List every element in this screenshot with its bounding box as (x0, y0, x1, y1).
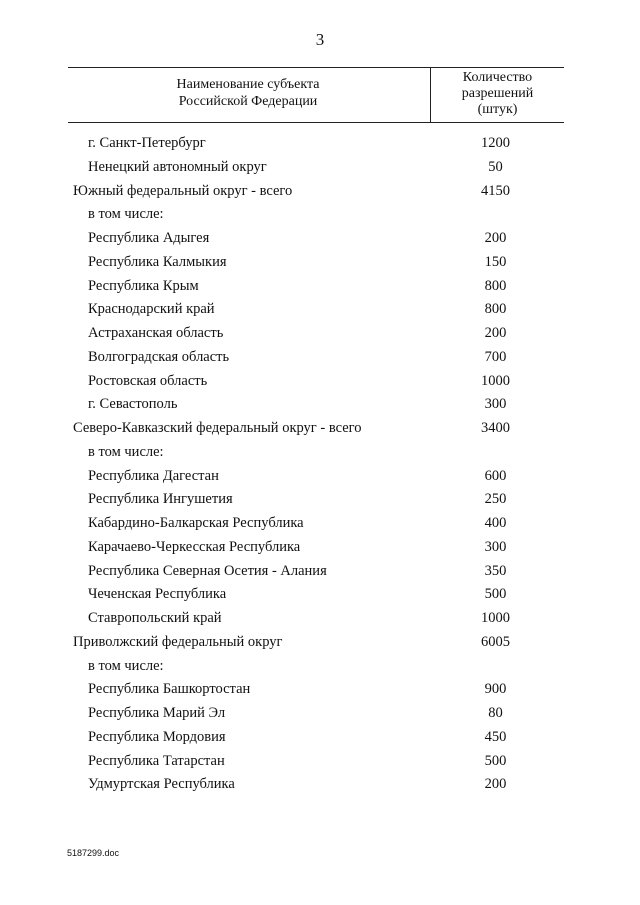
table-row (68, 133, 564, 157)
table-row (68, 561, 564, 585)
permit-count: 200 (484, 776, 507, 793)
table-body (68, 133, 564, 798)
region-name: Краснодарский край (88, 301, 215, 318)
permit-count: 400 (484, 515, 507, 531)
region-name: Республика Дагестан (88, 467, 219, 484)
region-name: Республика Татарстан (88, 752, 225, 769)
region-name: Республика Северная Осетия - Алания (88, 562, 327, 579)
permit-count: 3400 (481, 420, 510, 436)
table-row (68, 751, 564, 775)
permit-count: 1000 (481, 372, 510, 389)
permit-count: 150 (484, 253, 507, 270)
region-name: Астраханская область (88, 325, 224, 341)
table-row (68, 466, 564, 490)
table-row (68, 442, 564, 466)
document-filename: 5187299.doc (67, 848, 120, 858)
table-row (68, 228, 564, 252)
column-header-count (431, 70, 564, 118)
table-row (68, 584, 564, 608)
table-row (68, 323, 564, 347)
permit-count: 200 (484, 230, 507, 246)
table-row (68, 489, 564, 513)
region-name: г. Севастополь (88, 396, 178, 413)
table-row (68, 632, 564, 656)
permit-count: 800 (484, 301, 507, 318)
region-name: Волгоградская область (88, 348, 230, 365)
column-header-name (68, 76, 428, 110)
table-row (68, 276, 564, 300)
table-row (68, 347, 564, 371)
table-row (68, 608, 564, 632)
region-name: Ростовская область (88, 372, 208, 389)
table-row (68, 299, 564, 323)
table-row (68, 656, 564, 680)
permit-count: 300 (484, 538, 507, 555)
permit-count: 250 (484, 491, 507, 508)
permit-count: 600 (484, 467, 507, 484)
permit-count: 80 (488, 705, 503, 721)
table-row (68, 513, 564, 537)
permit-count: 1000 (481, 610, 510, 626)
table-row (68, 679, 564, 703)
table-row (68, 537, 564, 561)
region-name: в том числе: (88, 657, 164, 674)
permit-count: 500 (484, 752, 507, 769)
table-row (68, 774, 564, 798)
region-name: в том числе: (88, 206, 164, 223)
permit-count: 200 (484, 325, 507, 341)
permit-count: 450 (484, 728, 507, 745)
table-row (68, 252, 564, 276)
region-name: Карачаево-Черкесская Республика (88, 538, 301, 555)
permit-count: 700 (484, 348, 507, 365)
region-name: Республика Калмыкия (88, 253, 227, 270)
table-row (68, 418, 564, 442)
column-header-count-line: Количество (462, 70, 533, 85)
permit-count: 4150 (481, 182, 510, 199)
table-row (68, 371, 564, 395)
region-name: Ставропольский край (88, 610, 222, 626)
region-name: Южный федеральный округ - всего (73, 182, 293, 199)
region-name: Республика Башкортостан (88, 681, 251, 698)
region-name: Республика Мордовия (88, 728, 226, 745)
table-row (68, 157, 564, 181)
column-header-name-line: Российской Федерации (178, 94, 318, 109)
column-header-count-line: разрешений (461, 86, 534, 101)
region-name: в том числе: (88, 443, 164, 460)
table-header (68, 67, 564, 123)
permit-count: 300 (484, 396, 507, 413)
table-row (68, 394, 564, 418)
permit-count: 6005 (481, 633, 510, 650)
region-name: Приволжский федеральный округ (73, 633, 283, 650)
region-name: Республика Ингушетия (88, 491, 233, 508)
permit-count: 800 (484, 277, 507, 294)
page-number: 3 (315, 30, 325, 49)
permit-count: 1200 (481, 135, 510, 151)
region-name: Чеченская Республика (88, 586, 227, 603)
region-name: Республика Адыгея (88, 230, 210, 246)
region-name: Удмуртская Республика (88, 776, 235, 793)
table-row (68, 727, 564, 751)
region-name: Северо-Кавказский федеральный округ - всего (73, 420, 362, 436)
region-name: Ненецкий автономный округ (88, 158, 267, 175)
permit-count: 350 (484, 562, 507, 579)
table-row (68, 703, 564, 727)
permit-count: 500 (484, 586, 507, 603)
permit-count: 50 (488, 158, 503, 175)
permit-count: 900 (484, 681, 507, 698)
column-header-count-line: (штук) (477, 102, 518, 117)
region-name: Кабардино-Балкарская Республика (88, 515, 304, 531)
region-name: Республика Крым (88, 277, 199, 294)
region-name: г. Санкт-Петербург (88, 135, 206, 151)
table-row (68, 204, 564, 228)
region-name: Республика Марий Эл (88, 705, 226, 721)
column-header-name-line: Наименование субъекта (176, 77, 320, 92)
table-row (68, 181, 564, 205)
